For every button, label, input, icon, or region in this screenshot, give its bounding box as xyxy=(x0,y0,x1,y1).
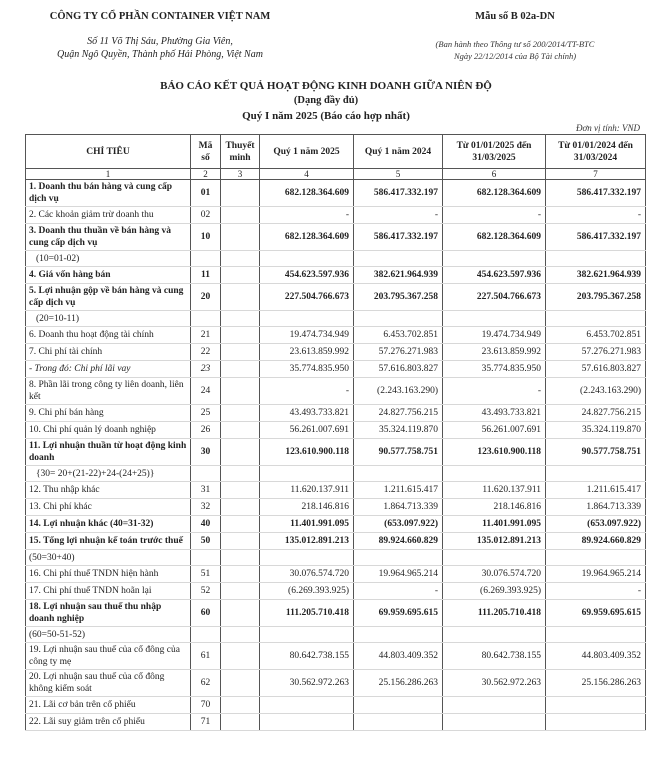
form-note xyxy=(390,38,640,62)
value-q1-2024: (2.243.163.290) xyxy=(354,378,443,405)
value-ytd-2024: 1.864.713.339 xyxy=(546,499,646,516)
value-ytd-2025 xyxy=(443,251,546,267)
value-ytd-2025: 43.493.733.821 xyxy=(443,405,546,422)
value-q1-2025: 35.774.835.950 xyxy=(260,361,354,378)
row-note xyxy=(221,466,260,482)
value-ytd-2025: 80.642.738.155 xyxy=(443,643,546,670)
value-ytd-2025: 19.474.734.949 xyxy=(443,327,546,344)
value-q1-2024 xyxy=(354,697,443,714)
row-code: 23 xyxy=(191,361,221,378)
report-period: Quý I năm 2025 (Báo cáo hợp nhất) xyxy=(242,110,410,122)
value-ytd-2025 xyxy=(443,627,546,643)
value-q1-2025: 135.012.891.213 xyxy=(260,533,354,550)
value-q1-2024: 25.156.286.263 xyxy=(354,670,443,697)
value-ytd-2024: 25.156.286.263 xyxy=(546,670,646,697)
row-code xyxy=(191,550,221,566)
report-title: BÁO CÁO KẾT QUẢ HOẠT ĐỘNG KINH DOANH GIỮA NIÊN ĐỘ xyxy=(160,80,492,92)
value-q1-2025: 218.146.816 xyxy=(260,499,354,516)
value-q1-2024: 586.417.332.197 xyxy=(354,180,443,207)
row-code: 62 xyxy=(191,670,221,697)
value-ytd-2025 xyxy=(443,466,546,482)
row-label: 4. Giá vốn hàng bán xyxy=(26,267,191,284)
value-q1-2024: 69.959.695.615 xyxy=(354,600,443,627)
value-q1-2024: 1.864.713.339 xyxy=(354,499,443,516)
table-row xyxy=(26,627,646,643)
col-header-ytd-2025: Từ 01/01/2025 đến 31/03/2025 xyxy=(443,135,546,169)
table-row xyxy=(26,439,646,466)
row-code xyxy=(191,466,221,482)
value-ytd-2025 xyxy=(443,697,546,714)
table-row xyxy=(26,516,646,533)
table-row xyxy=(26,550,646,566)
value-q1-2025: 227.504.766.673 xyxy=(260,284,354,311)
table-row xyxy=(26,361,646,378)
value-ytd-2025 xyxy=(443,550,546,566)
row-label: 8. Phần lãi trong công ty liên doanh, liên kết xyxy=(26,378,191,405)
row-note xyxy=(221,697,260,714)
table-row xyxy=(26,600,646,627)
row-note xyxy=(221,344,260,361)
row-code: 10 xyxy=(191,224,221,251)
value-ytd-2025 xyxy=(443,714,546,731)
value-ytd-2024 xyxy=(546,697,646,714)
row-note xyxy=(221,267,260,284)
row-note xyxy=(221,251,260,267)
value-ytd-2025: 454.623.597.936 xyxy=(443,267,546,284)
row-note xyxy=(221,482,260,499)
row-code: 26 xyxy=(191,422,221,439)
table-row xyxy=(26,378,646,405)
value-q1-2024 xyxy=(354,627,443,643)
table-row xyxy=(26,422,646,439)
col-header-q1-2025: Quý 1 năm 2025 xyxy=(260,135,354,169)
row-code: 11 xyxy=(191,267,221,284)
value-q1-2024: 382.621.964.939 xyxy=(354,267,443,284)
table-row xyxy=(26,643,646,670)
value-ytd-2025: 30.076.574.720 xyxy=(443,566,546,583)
row-code: 71 xyxy=(191,714,221,731)
value-ytd-2024: 6.453.702.851 xyxy=(546,327,646,344)
table-row xyxy=(26,714,646,731)
value-ytd-2024: 203.795.367.258 xyxy=(546,284,646,311)
value-ytd-2025: 35.774.835.950 xyxy=(443,361,546,378)
company-name: CÔNG TY CỔ PHẦN CONTAINER VIỆT NAM xyxy=(49,11,271,22)
row-code: 61 xyxy=(191,643,221,670)
value-ytd-2025: 682.128.364.609 xyxy=(443,180,546,207)
col-number: 3 xyxy=(221,169,260,180)
value-ytd-2024: 57.276.271.983 xyxy=(546,344,646,361)
row-code: 25 xyxy=(191,405,221,422)
row-code: 40 xyxy=(191,516,221,533)
currency-unit: Đơn vị tính: VND xyxy=(575,123,640,133)
value-ytd-2025 xyxy=(443,311,546,327)
table-row xyxy=(26,499,646,516)
value-q1-2024: 203.795.367.258 xyxy=(354,284,443,311)
table-row xyxy=(26,311,646,327)
table-row xyxy=(26,482,646,499)
row-note xyxy=(221,670,260,697)
value-ytd-2025: 23.613.859.992 xyxy=(443,344,546,361)
row-note xyxy=(221,378,260,405)
row-code: 30 xyxy=(191,439,221,466)
value-q1-2024: 24.827.756.215 xyxy=(354,405,443,422)
value-ytd-2024: (653.097.922) xyxy=(546,516,646,533)
value-q1-2024: 44.803.409.352 xyxy=(354,643,443,670)
value-q1-2025: 30.076.574.720 xyxy=(260,566,354,583)
value-q1-2024: 90.577.758.751 xyxy=(354,439,443,466)
value-q1-2025: - xyxy=(260,378,354,405)
row-note xyxy=(221,207,260,224)
value-ytd-2025: 123.610.900.118 xyxy=(443,439,546,466)
value-q1-2025: 682.128.364.609 xyxy=(260,180,354,207)
row-code: 20 xyxy=(191,284,221,311)
row-note xyxy=(221,361,260,378)
value-ytd-2024 xyxy=(546,714,646,731)
row-note xyxy=(221,284,260,311)
row-label: 13. Chi phí khác xyxy=(26,499,191,516)
row-label: 12. Thu nhập khác xyxy=(26,482,191,499)
value-q1-2025: (6.269.393.925) xyxy=(260,583,354,600)
form-note-line-1: (Ban hành theo Thông tư số 200/2014/TT-BTC xyxy=(435,39,595,49)
value-q1-2024: 19.964.965.214 xyxy=(354,566,443,583)
value-q1-2025 xyxy=(260,550,354,566)
row-code: 52 xyxy=(191,583,221,600)
value-ytd-2025: 30.562.972.263 xyxy=(443,670,546,697)
row-note xyxy=(221,583,260,600)
value-q1-2025: 23.613.859.992 xyxy=(260,344,354,361)
value-q1-2024 xyxy=(354,311,443,327)
value-ytd-2024: 90.577.758.751 xyxy=(546,439,646,466)
table-row xyxy=(26,267,646,284)
row-code: 31 xyxy=(191,482,221,499)
table-row xyxy=(26,466,646,482)
value-q1-2024 xyxy=(354,550,443,566)
value-ytd-2024: 19.964.965.214 xyxy=(546,566,646,583)
company-address xyxy=(0,35,320,61)
row-note xyxy=(221,180,260,207)
value-ytd-2024: 586.417.332.197 xyxy=(546,180,646,207)
row-note xyxy=(221,405,260,422)
value-q1-2025: 11.620.137.911 xyxy=(260,482,354,499)
row-label: - Trong đó: Chi phí lãi vay xyxy=(26,361,191,378)
row-note xyxy=(221,439,260,466)
value-q1-2025: 454.623.597.936 xyxy=(260,267,354,284)
row-label: 14. Lợi nhuận khác (40=31-32) xyxy=(26,516,191,533)
row-code: 22 xyxy=(191,344,221,361)
value-q1-2025: - xyxy=(260,207,354,224)
value-ytd-2025: (6.269.393.925) xyxy=(443,583,546,600)
value-ytd-2024: 382.621.964.939 xyxy=(546,267,646,284)
row-label: 1. Doanh thu bán hàng và cung cấp dịch vụ xyxy=(26,180,191,207)
row-label: 15. Tổng lợi nhuận kế toán trước thuế xyxy=(26,533,191,550)
row-label: (50=30+40) xyxy=(26,550,191,566)
address-line-2: Quận Ngô Quyền, Thành phố Hải Phòng, Việt Nam xyxy=(57,49,263,60)
value-ytd-2024 xyxy=(546,627,646,643)
col-header-code: Mã số xyxy=(191,135,221,169)
row-note xyxy=(221,566,260,583)
value-ytd-2025: - xyxy=(443,378,546,405)
value-ytd-2024: 1.211.615.417 xyxy=(546,482,646,499)
value-ytd-2025: 682.128.364.609 xyxy=(443,224,546,251)
column-number-row xyxy=(26,169,646,180)
value-ytd-2025: 11.620.137.911 xyxy=(443,482,546,499)
row-code xyxy=(191,311,221,327)
report-subtitle: (Dạng đầy đủ) xyxy=(293,95,359,106)
table-row xyxy=(26,180,646,207)
value-q1-2025: 682.128.364.609 xyxy=(260,224,354,251)
value-q1-2024: (653.097.922) xyxy=(354,516,443,533)
row-code: 21 xyxy=(191,327,221,344)
row-code xyxy=(191,627,221,643)
table-row xyxy=(26,405,646,422)
value-q1-2025 xyxy=(260,466,354,482)
row-code: 50 xyxy=(191,533,221,550)
row-code: 51 xyxy=(191,566,221,583)
value-q1-2024: 6.453.702.851 xyxy=(354,327,443,344)
row-label: (60=50-51-52) xyxy=(26,627,191,643)
value-ytd-2025: 218.146.816 xyxy=(443,499,546,516)
row-note xyxy=(221,600,260,627)
col-number: 6 xyxy=(443,169,546,180)
row-label: 2. Các khoản giảm trừ doanh thu xyxy=(26,207,191,224)
value-q1-2025 xyxy=(260,627,354,643)
value-q1-2025: 123.610.900.118 xyxy=(260,439,354,466)
table-row xyxy=(26,251,646,267)
col-header-ytd-2024: Từ 01/01/2024 đến 31/03/2024 xyxy=(546,135,646,169)
col-number: 7 xyxy=(546,169,646,180)
row-label: 18. Lợi nhuận sau thuế thu nhập doanh nghiệp xyxy=(26,600,191,627)
col-number: 1 xyxy=(26,169,191,180)
value-ytd-2024: 586.417.332.197 xyxy=(546,224,646,251)
row-label: {30= 20+(21-22)+24-(24+25)} xyxy=(26,466,191,482)
table-row xyxy=(26,224,646,251)
table-row xyxy=(26,697,646,714)
row-label: 5. Lợi nhuận gộp về bán hàng và cung cấp dịch vụ xyxy=(26,284,191,311)
row-note xyxy=(221,422,260,439)
value-q1-2024: 586.417.332.197 xyxy=(354,224,443,251)
value-ytd-2025: 56.261.007.691 xyxy=(443,422,546,439)
table-header-row xyxy=(26,135,646,169)
row-label: 9. Chi phí bán hàng xyxy=(26,405,191,422)
table-row xyxy=(26,533,646,550)
table-row xyxy=(26,327,646,344)
form-note-line-2: Ngày 22/12/2014 của Bộ Tài chính) xyxy=(453,51,577,61)
row-note xyxy=(221,499,260,516)
value-ytd-2024: 24.827.756.215 xyxy=(546,405,646,422)
row-label: (10=01-02) xyxy=(26,251,191,267)
value-q1-2025 xyxy=(260,697,354,714)
row-code: 24 xyxy=(191,378,221,405)
row-code: 32 xyxy=(191,499,221,516)
row-label: 16. Chi phí thuế TNDN hiện hành xyxy=(26,566,191,583)
value-ytd-2024: 89.924.660.829 xyxy=(546,533,646,550)
row-code: 02 xyxy=(191,207,221,224)
row-label: 3. Doanh thu thuần về bán hàng và cung cấp dịch vụ xyxy=(26,224,191,251)
row-label: 6. Doanh thu hoạt động tài chính xyxy=(26,327,191,344)
row-note xyxy=(221,516,260,533)
value-ytd-2024 xyxy=(546,251,646,267)
row-code: 60 xyxy=(191,600,221,627)
row-note xyxy=(221,311,260,327)
value-ytd-2024: 44.803.409.352 xyxy=(546,643,646,670)
table-row xyxy=(26,207,646,224)
value-ytd-2025: - xyxy=(443,207,546,224)
row-label: 11. Lợi nhuận thuần từ hoạt động kinh doanh xyxy=(26,439,191,466)
value-q1-2024 xyxy=(354,714,443,731)
row-note xyxy=(221,327,260,344)
table-row xyxy=(26,566,646,583)
value-ytd-2025: 227.504.766.673 xyxy=(443,284,546,311)
value-q1-2025: 30.562.972.263 xyxy=(260,670,354,697)
value-q1-2024: 57.616.803.827 xyxy=(354,361,443,378)
value-ytd-2024: 69.959.695.615 xyxy=(546,600,646,627)
row-code: 70 xyxy=(191,697,221,714)
table-row xyxy=(26,670,646,697)
value-q1-2024: 57.276.271.983 xyxy=(354,344,443,361)
value-ytd-2024 xyxy=(546,466,646,482)
row-label: 17. Chi phí thuế TNDN hoãn lại xyxy=(26,583,191,600)
col-number: 4 xyxy=(260,169,354,180)
row-note xyxy=(221,643,260,670)
value-ytd-2024: - xyxy=(546,583,646,600)
value-ytd-2024: - xyxy=(546,207,646,224)
row-label: 22. Lãi suy giảm trên cổ phiếu xyxy=(26,714,191,731)
row-note xyxy=(221,714,260,731)
col-header-indicator: CHỈ TIÊU xyxy=(26,135,191,169)
row-label: 10. Chi phí quản lý doanh nghiệp xyxy=(26,422,191,439)
value-q1-2025 xyxy=(260,714,354,731)
value-ytd-2025: 11.401.991.095 xyxy=(443,516,546,533)
row-label: 20. Lợi nhuận sau thuế của cổ đông không kiểm soát xyxy=(26,670,191,697)
value-ytd-2024 xyxy=(546,311,646,327)
row-note xyxy=(221,627,260,643)
value-ytd-2025: 111.205.710.418 xyxy=(443,600,546,627)
value-q1-2025: 111.205.710.418 xyxy=(260,600,354,627)
col-number: 5 xyxy=(354,169,443,180)
col-header-note: Thuyết minh xyxy=(221,135,260,169)
value-ytd-2025: 135.012.891.213 xyxy=(443,533,546,550)
value-q1-2024: 89.924.660.829 xyxy=(354,533,443,550)
address-line-1: Số 11 Võ Thị Sáu, Phường Gia Viên, xyxy=(87,36,233,47)
value-q1-2025 xyxy=(260,311,354,327)
value-ytd-2024: (2.243.163.290) xyxy=(546,378,646,405)
value-ytd-2024: 35.324.119.870 xyxy=(546,422,646,439)
row-code xyxy=(191,251,221,267)
table-row xyxy=(26,583,646,600)
value-q1-2025: 11.401.991.095 xyxy=(260,516,354,533)
value-q1-2024 xyxy=(354,251,443,267)
income-statement-table xyxy=(25,134,646,731)
row-label: 19. Lợi nhuận sau thuế của cổ đông của công ty mẹ xyxy=(26,643,191,670)
row-note xyxy=(221,224,260,251)
table-row xyxy=(26,284,646,311)
row-label: (20=10-11) xyxy=(26,311,191,327)
value-ytd-2024: 57.616.803.827 xyxy=(546,361,646,378)
value-q1-2024: 35.324.119.870 xyxy=(354,422,443,439)
value-q1-2025: 80.642.738.155 xyxy=(260,643,354,670)
value-q1-2025: 56.261.007.691 xyxy=(260,422,354,439)
row-note xyxy=(221,550,260,566)
col-number: 2 xyxy=(191,169,221,180)
value-ytd-2024 xyxy=(546,550,646,566)
value-q1-2024: - xyxy=(354,583,443,600)
row-code: 01 xyxy=(191,180,221,207)
value-q1-2025: 19.474.734.949 xyxy=(260,327,354,344)
value-q1-2024: - xyxy=(354,207,443,224)
table-body xyxy=(26,180,646,731)
table-row xyxy=(26,344,646,361)
row-label: 21. Lãi cơ bản trên cổ phiếu xyxy=(26,697,191,714)
value-q1-2025 xyxy=(260,251,354,267)
row-note xyxy=(221,533,260,550)
value-q1-2025: 43.493.733.821 xyxy=(260,405,354,422)
form-number: Mẫu số B 02a-DN xyxy=(475,11,555,22)
value-q1-2024 xyxy=(354,466,443,482)
col-header-q1-2024: Quý 1 năm 2024 xyxy=(354,135,443,169)
value-q1-2024: 1.211.615.417 xyxy=(354,482,443,499)
row-label: 7. Chi phí tài chính xyxy=(26,344,191,361)
